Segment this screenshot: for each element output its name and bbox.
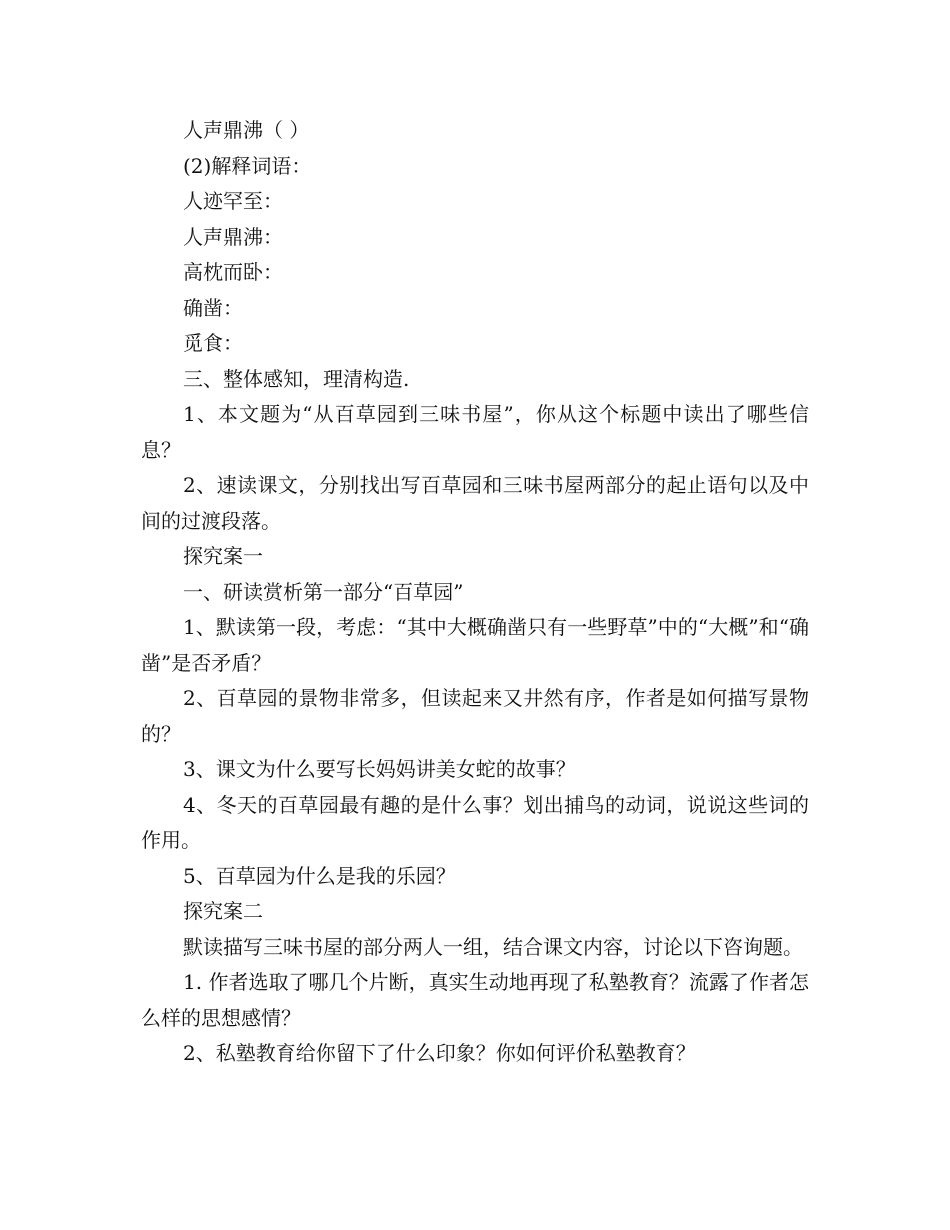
question-paragraph: 2、速读课文，分别找出写百草园和三味书屋两部分的起止语句以及中间的过渡段落。 xyxy=(141,473,809,533)
question-paragraph: 2、私塾教育给你留下了什么印象？你如何评价私塾教育？ xyxy=(183,1041,696,1065)
question-paragraph: 4、冬天的百草园最有趣的是什么事？划出捕鸟的动词，说说这些词的作用。 xyxy=(141,792,809,852)
word-item: 人迹罕至： xyxy=(183,189,283,213)
idiom-blank-line: 人声鼎沸（ ） xyxy=(183,118,310,142)
word-item: 人声鼎沸： xyxy=(183,224,283,249)
question-paragraph: 1. 作者选取了哪几个片断，真实生动地再现了私塾教育？流露了作者怎么样的思想感情？ xyxy=(141,970,809,1030)
section-heading: 一、研读赏析第一部分“百草园” xyxy=(183,579,464,604)
question-paragraph: 5、百草园为什么是我的乐园？ xyxy=(183,863,456,888)
explain-words-heading: (2)解释词语： xyxy=(183,153,312,178)
word-item: 高枕而卧： xyxy=(183,260,283,284)
section-heading: 三、整体感知，理清构造. xyxy=(183,366,410,391)
word-item: 觅食： xyxy=(183,331,243,355)
question-paragraph: 1、本文题为“从百草园到三味书屋”，你从这个标题中读出了哪些信息？ xyxy=(141,402,809,462)
section-heading: 探究案一 xyxy=(183,544,263,568)
document-body xyxy=(141,113,809,1072)
question-paragraph: 3、课文为什么要写长妈妈讲美女蛇的故事？ xyxy=(183,757,576,781)
instruction-paragraph: 默读描写三味书屋的部分两人一组，结合课文内容，讨论以下咨询题。 xyxy=(183,934,803,959)
section-heading: 探究案二 xyxy=(183,899,263,923)
question-paragraph: 1、默读第一段，考虑：“其中大概确凿只有一些野草”中的“大概”和“确凿”是否矛盾？ xyxy=(141,615,809,675)
word-item: 确凿： xyxy=(183,295,243,320)
question-paragraph: 2、百草园的景物非常多，但读起来又井然有序，作者是如何描写景物的？ xyxy=(141,686,809,746)
